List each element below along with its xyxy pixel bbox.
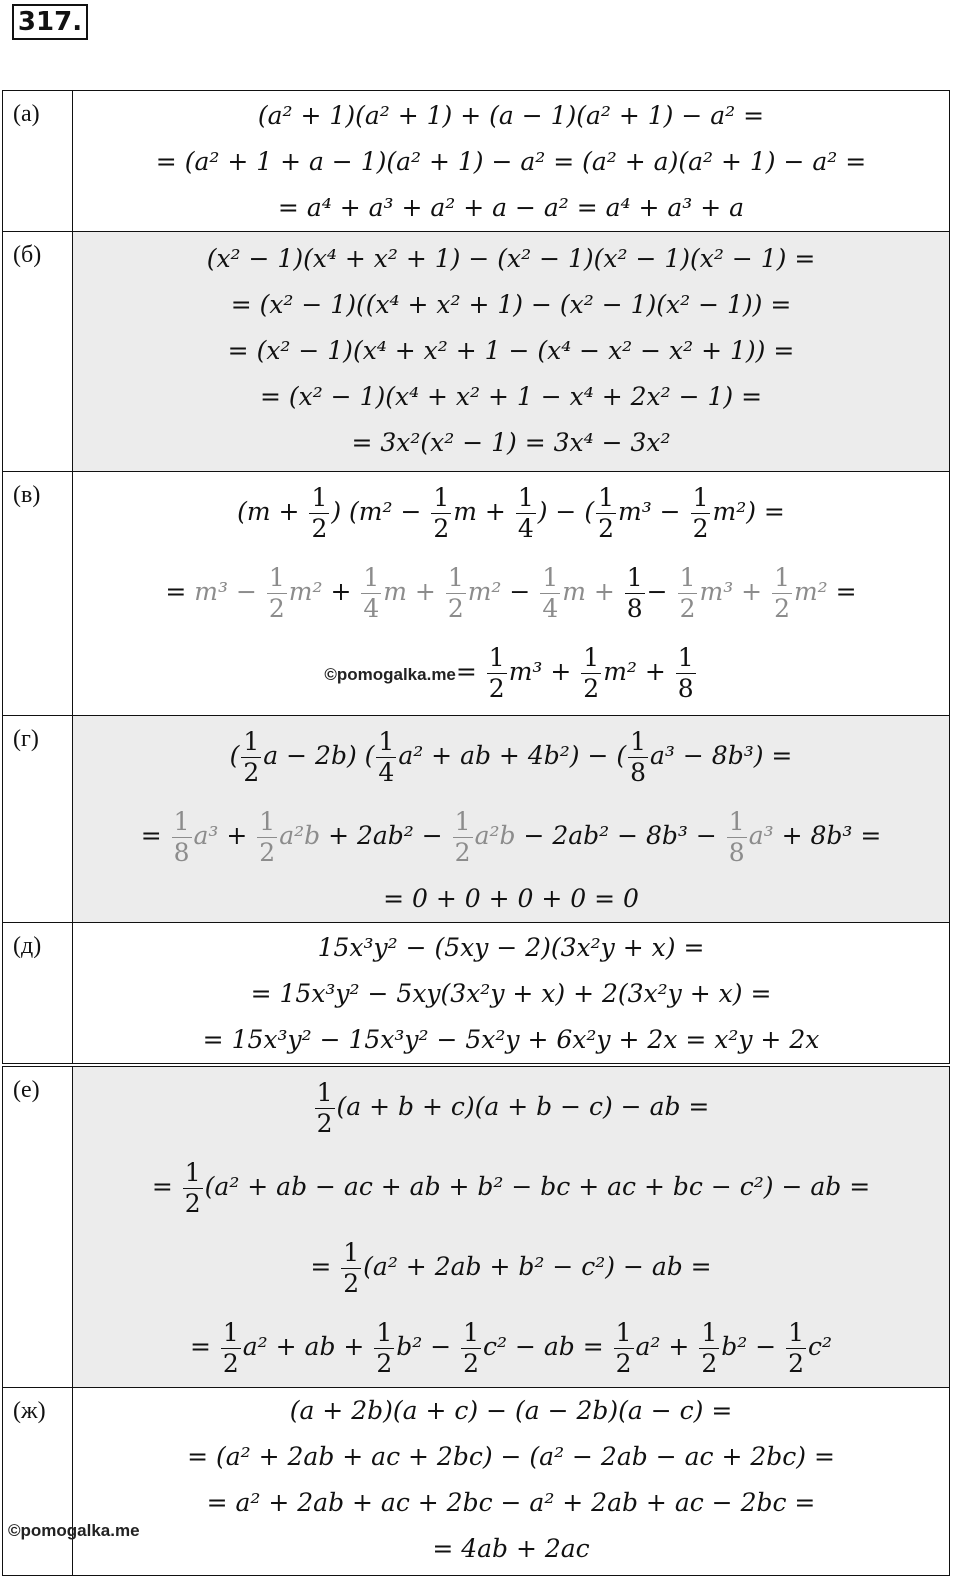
- math-line: 15x³y² − (5xy − 2)(3x²y + x) =: [317, 933, 705, 962]
- fraction: $\frac{1}{2}$: [615, 1318, 632, 1378]
- math-line: = m³ − $\frac{1}{2}$ m² + $\frac{1}{4}$ m + $\frac{1}{2}$ m² − $\frac{1}{4}$ m + $\frac{1}{8}$ − $\frac{1}{2}$ m³ + $\frac{1}{2}$ m² =: [165, 563, 857, 623]
- math-line: (a² + 1)(a² + 1) + (a − 1)(a² + 1) − a² =: [257, 101, 765, 130]
- fraction: $\frac{1}{4}$: [542, 563, 559, 623]
- math-line: = 0 + 0 + 0 + 0 = 0: [383, 884, 639, 913]
- fraction: $\frac{1}{4}$: [517, 483, 534, 543]
- math-line: ©pomogalka.me= $\frac{1}{2}$ m³ + $\frac{1}{2}$ m² + $\frac{1}{8}$: [324, 643, 694, 703]
- item-math: [73, 1388, 950, 1576]
- math-line: (m + $\frac{1}{2}$ ) (m² − $\frac{1}{2}$ m + $\frac{1}{4}$ ) − ( $\frac{1}{2}$ m³ − $\frac{1}{2}$ m²) =: [237, 483, 785, 543]
- item-label: (б): [3, 232, 73, 472]
- fraction: $\frac{1}{2}$: [376, 1318, 393, 1378]
- math-line: = $\frac{1}{2}$ (a² + 2ab + b² − c²) − ab =: [310, 1238, 712, 1298]
- math-line: = (a² + 2ab + ac + 2bc) − (a² − 2ab − ac + 2bc) =: [187, 1442, 835, 1471]
- fraction: $\frac{1}{2}$: [222, 1318, 239, 1378]
- fraction: $\frac{1}{2}$: [679, 563, 696, 623]
- item-math: [73, 91, 950, 232]
- math-line: = 15x³y² − 15x³y² − 5x²y + 6x²y + 2x = x²y + 2x: [202, 1025, 820, 1054]
- fraction: $\frac{1}{2}$: [692, 483, 709, 543]
- math-line: = 15x³y² − 5xy(3x²y + x) + 2(3x²y + x) =: [250, 979, 772, 1008]
- fraction: $\frac{1}{8}$: [626, 563, 643, 623]
- solution-table-1: [2, 90, 950, 1064]
- item-g: [3, 716, 950, 923]
- fraction: $\frac{1}{2}$: [788, 1318, 804, 1378]
- fraction: $\frac{1}{2}$: [343, 1238, 360, 1298]
- item-label: (ж): [3, 1388, 73, 1576]
- item-math: [73, 923, 950, 1064]
- fraction: $\frac{1}{2}$: [243, 727, 260, 787]
- fraction: $\frac{1}{4}$: [363, 563, 380, 623]
- solution-table-2: [2, 1066, 950, 1576]
- math-line: = (a² + 1 + a − 1)(a² + 1) − a² = (a² + a)(a² + 1) − a² =: [155, 147, 867, 176]
- math-line: = (x² − 1)(x⁴ + x² + 1 − (x⁴ − x² − x² + 1)) =: [227, 336, 795, 365]
- fraction: $\frac{1}{2}$: [311, 483, 328, 543]
- fraction: $\frac{1}{2}$: [454, 807, 471, 867]
- fraction: $\frac{1}{2}$: [268, 563, 285, 623]
- math-line: = 4ab + 2ac: [432, 1534, 590, 1563]
- math-line: = $\frac{1}{2}$ a² + ab + $\frac{1}{2}$ b² − $\frac{1}{2}$ c² − ab = $\frac{1}{2}$ a² + $\frac{1}{2}$ b² − $\frac{1}{2}$ c²: [189, 1318, 833, 1378]
- fraction: $\frac{1}{2}$: [184, 1158, 201, 1218]
- math-line: = a⁴ + a³ + a² + a − a² = a⁴ + a³ + a: [277, 193, 745, 222]
- watermark: ©pomogalka.me: [324, 665, 456, 684]
- fraction: $\frac{1}{2}$: [447, 563, 464, 623]
- math-line: (x² − 1)(x⁴ + x² + 1) − (x² − 1)(x² − 1)(x² − 1) =: [206, 244, 816, 273]
- math-line: = $\frac{1}{2}$ (a² + ab − ac + ab + b² − bc + ac + bc − c²) − ab =: [151, 1158, 871, 1218]
- math-line: $\frac{1}{2}$ (a + b + c)(a + b − c) − ab =: [316, 1078, 710, 1138]
- fraction: $\frac{1}{2}$: [259, 807, 276, 867]
- fraction: $\frac{1}{2}$: [433, 483, 450, 543]
- item-label: (а): [3, 91, 73, 232]
- fraction: $\frac{1}{2}$: [701, 1318, 718, 1378]
- fraction: $\frac{1}{2}$: [316, 1078, 333, 1138]
- math-line: = (x² − 1)(x⁴ + x² + 1 − x⁴ + 2x² − 1) =: [259, 382, 763, 411]
- fraction: $\frac{1}{8}$: [728, 807, 745, 867]
- math-line: = (x² − 1)((x⁴ + x² + 1) − (x² − 1)(x² − 1)) =: [230, 290, 792, 319]
- fraction: $\frac{1}{8}$: [630, 727, 647, 787]
- fraction: $\frac{1}{4}$: [378, 727, 395, 787]
- watermark: ©pomogalka.me: [8, 1521, 140, 1540]
- item-label: (д): [3, 923, 73, 1064]
- math-line: (a + 2b)(a + c) − (a − 2b)(a − c) =: [289, 1396, 733, 1425]
- fraction: $\frac{1}{2}$: [598, 483, 614, 543]
- math-line: = 3x²(x² − 1) = 3x⁴ − 3x²: [351, 428, 671, 457]
- item-label: (в): [3, 472, 73, 716]
- fraction: $\frac{1}{2}$: [463, 1318, 479, 1378]
- item-d: [3, 923, 950, 1064]
- item-math: [73, 472, 950, 716]
- item-zh: [3, 1388, 950, 1576]
- fraction: $\frac{1}{2}$: [488, 643, 505, 703]
- item-a: [3, 91, 950, 232]
- item-label: (г): [3, 716, 73, 923]
- item-math: [73, 232, 950, 472]
- item-v: [3, 472, 950, 716]
- math-line: ( $\frac{1}{2}$ a − 2b) ( $\frac{1}{4}$ a² + ab + 4b²) − ( $\frac{1}{8}$ a³ − 8b³) =: [229, 727, 793, 787]
- item-math: [73, 1067, 950, 1388]
- item-math: [73, 716, 950, 923]
- fraction: $\frac{1}{8}$: [173, 807, 190, 867]
- fraction: $\frac{1}{2}$: [583, 643, 600, 703]
- math-line: = $\frac{1}{8}$ a³ + $\frac{1}{2}$ a²b + 2ab² − $\frac{1}{2}$ a²b − 2ab² − 8b³ − $\frac{1}{8}$ a³ + 8b³ =: [140, 807, 882, 867]
- item-label: (е): [3, 1067, 73, 1388]
- fraction: $\frac{1}{2}$: [774, 563, 790, 623]
- fraction: $\frac{1}{8}$: [677, 643, 694, 703]
- item-e: [3, 1067, 950, 1388]
- item-b: [3, 232, 950, 472]
- exercise-number: 317.: [12, 4, 88, 40]
- math-line: = a² + 2ab + ac + 2bc − a² + 2ab + ac − 2bc =: [206, 1488, 816, 1517]
